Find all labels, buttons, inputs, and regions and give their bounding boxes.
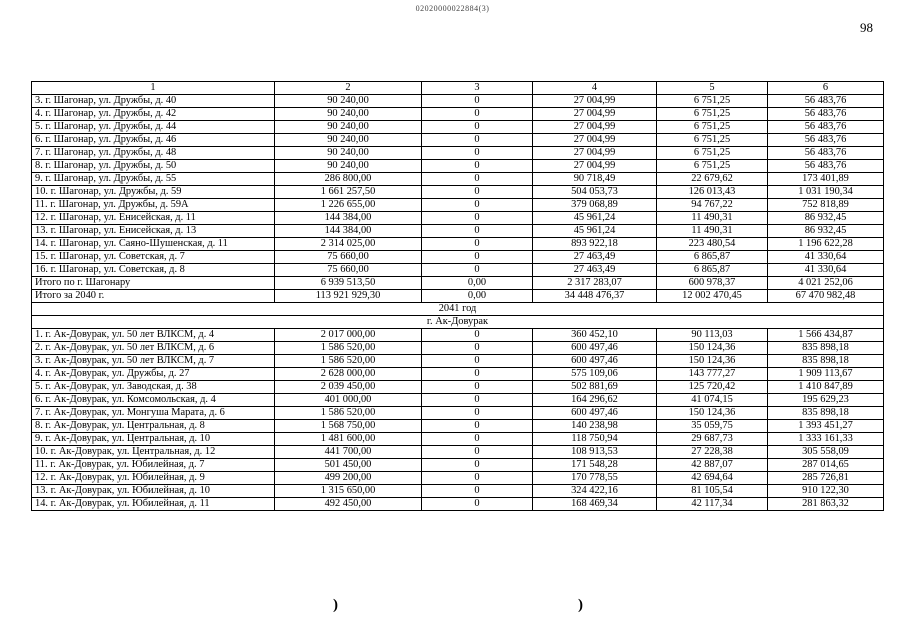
value-cell: 0 [422,407,533,420]
value-cell: 11 490,31 [657,212,768,225]
value-cell: 0 [422,498,533,511]
value-cell: 75 660,00 [275,264,422,277]
value-cell: 11 490,31 [657,225,768,238]
address-cell: 6. г. Ак-Довурак, ул. Комсомольская, д. 4 [32,394,275,407]
address-cell: 7. г. Шагонар, ул. Дружбы, д. 48 [32,147,275,160]
city-row [32,316,884,329]
value-cell: 502 881,69 [533,381,657,394]
value-cell: 27 004,99 [533,121,657,134]
column-header: 3 [422,82,533,95]
value-cell: 287 014,65 [768,459,884,472]
value-cell: 6 939 513,50 [275,277,422,290]
address-cell: 14. г. Ак-Довурак, ул. Юбилейная, д. 11 [32,498,275,511]
value-cell: 0 [422,264,533,277]
table-row [32,134,884,147]
value-cell: 1 661 257,50 [275,186,422,199]
value-cell: 0 [422,381,533,394]
value-cell: 6 751,25 [657,147,768,160]
value-cell: 1 031 190,34 [768,186,884,199]
value-cell: 0 [422,355,533,368]
value-cell: 305 558,09 [768,446,884,459]
address-cell: Итого по г. Шагонару [32,277,275,290]
value-cell: 499 200,00 [275,472,422,485]
value-cell: 168 469,34 [533,498,657,511]
value-cell: 0 [422,225,533,238]
value-cell: 2 039 450,00 [275,381,422,394]
value-cell: 0 [422,433,533,446]
value-cell: 56 483,76 [768,147,884,160]
table-row [32,160,884,173]
value-cell: 286 800,00 [275,173,422,186]
table-row [32,251,884,264]
table-header-row [32,82,884,95]
address-cell: 1. г. Ак-Довурак, ул. 50 лет ВЛКСМ, д. 4 [32,329,275,342]
value-cell: 0 [422,394,533,407]
value-cell: 0 [422,95,533,108]
value-cell: 0 [422,238,533,251]
value-cell: 441 700,00 [275,446,422,459]
value-cell: 144 384,00 [275,212,422,225]
value-cell: 0 [422,199,533,212]
address-cell: 5. г. Ак-Довурак, ул. Заводская, д. 38 [32,381,275,394]
value-cell: 42 117,34 [657,498,768,511]
table-row [32,485,884,498]
value-cell: 6 865,87 [657,251,768,264]
value-cell: 42 694,64 [657,472,768,485]
value-cell: 90 240,00 [275,121,422,134]
value-cell: 1 586 520,00 [275,407,422,420]
column-header: 2 [275,82,422,95]
table-row [32,459,884,472]
table-row [32,329,884,342]
value-cell: 285 726,81 [768,472,884,485]
value-cell: 12 002 470,45 [657,290,768,303]
address-cell: 8. г. Шагонар, ул. Дружбы, д. 50 [32,160,275,173]
value-cell: 1 333 161,33 [768,433,884,446]
value-cell: 90 240,00 [275,147,422,160]
value-cell: 34 448 476,37 [533,290,657,303]
table-row [32,212,884,225]
address-cell: 2. г. Ак-Довурак, ул. 50 лет ВЛКСМ, д. 6 [32,342,275,355]
address-cell: 10. г. Ак-Довурак, ул. Центральная, д. 12 [32,446,275,459]
address-cell: 8. г. Ак-Довурак, ул. Центральная, д. 8 [32,420,275,433]
value-cell: 42 887,07 [657,459,768,472]
value-cell: 0 [422,212,533,225]
table-row [32,199,884,212]
column-header: 1 [32,82,275,95]
value-cell: 575 109,06 [533,368,657,381]
value-cell: 1 393 451,27 [768,420,884,433]
value-cell: 56 483,76 [768,121,884,134]
value-cell: 171 548,28 [533,459,657,472]
table-row [32,498,884,511]
value-cell: 0 [422,446,533,459]
value-cell: 56 483,76 [768,134,884,147]
table-row [32,355,884,368]
value-cell: 6 751,25 [657,121,768,134]
address-cell: 11. г. Ак-Довурак, ул. Юбилейная, д. 7 [32,459,275,472]
data-table [31,81,884,511]
value-cell: 0 [422,251,533,264]
value-cell: 1 410 847,89 [768,381,884,394]
value-cell: 22 679,62 [657,173,768,186]
value-cell: 27 463,49 [533,264,657,277]
address-cell: 7. г. Ак-Довурак, ул. Монгуша Марата, д. 6 [32,407,275,420]
column-header: 5 [657,82,768,95]
value-cell: 56 483,76 [768,160,884,173]
table-row [32,433,884,446]
table-row [32,121,884,134]
value-cell: 2 314 025,00 [275,238,422,251]
value-cell: 173 401,89 [768,173,884,186]
value-cell: 6 751,25 [657,160,768,173]
value-cell: 150 124,36 [657,407,768,420]
table-row [32,381,884,394]
table-row [32,420,884,433]
value-cell: 0 [422,121,533,134]
value-cell: 90 113,03 [657,329,768,342]
value-cell: 2 628 000,00 [275,368,422,381]
table-row [32,238,884,251]
address-cell: 13. г. Ак-Довурак, ул. Юбилейная, д. 10 [32,485,275,498]
value-cell: 893 922,18 [533,238,657,251]
value-cell: 600 497,46 [533,407,657,420]
value-cell: 195 629,23 [768,394,884,407]
value-cell: 1 196 622,28 [768,238,884,251]
value-cell: 170 778,55 [533,472,657,485]
value-cell: 835 898,18 [768,407,884,420]
value-cell: 600 497,46 [533,342,657,355]
handwritten-mark-left: ) [333,597,338,613]
value-cell: 86 932,45 [768,225,884,238]
table-row [32,264,884,277]
value-cell: 0 [422,108,533,121]
value-cell: 86 932,45 [768,212,884,225]
value-cell: 143 777,27 [657,368,768,381]
column-header: 6 [768,82,884,95]
page-number: 98 [860,20,873,35]
table-row [32,186,884,199]
value-cell: 223 480,54 [657,238,768,251]
value-cell: 752 818,89 [768,199,884,212]
table-row [32,225,884,238]
value-cell: 1 566 434,87 [768,329,884,342]
value-cell: 0 [422,342,533,355]
value-cell: 90 240,00 [275,95,422,108]
address-cell: 9. г. Ак-Довурак, ул. Центральная, д. 10 [32,433,275,446]
value-cell: 90 240,00 [275,160,422,173]
value-cell: 0 [422,134,533,147]
value-cell: 0 [422,329,533,342]
value-cell: 1 481 600,00 [275,433,422,446]
value-cell: 600 978,37 [657,277,768,290]
value-cell: 1 315 650,00 [275,485,422,498]
value-cell: 0 [422,160,533,173]
address-cell: 12. г. Ак-Довурак, ул. Юбилейная, д. 9 [32,472,275,485]
value-cell: 492 450,00 [275,498,422,511]
value-cell: 600 497,46 [533,355,657,368]
address-cell: 15. г. Шагонар, ул. Советская, д. 7 [32,251,275,264]
value-cell: 1 586 520,00 [275,342,422,355]
value-cell: 75 660,00 [275,251,422,264]
value-cell: 0 [422,485,533,498]
value-cell: 35 059,75 [657,420,768,433]
value-cell: 67 470 982,48 [768,290,884,303]
value-cell: 45 961,24 [533,225,657,238]
address-cell: 3. г. Ак-Довурак, ул. 50 лет ВЛКСМ, д. 7 [32,355,275,368]
value-cell: 6 751,25 [657,134,768,147]
value-cell: 6 751,25 [657,95,768,108]
value-cell: 140 238,98 [533,420,657,433]
value-cell: 0 [422,472,533,485]
table-row [32,95,884,108]
value-cell: 0,00 [422,290,533,303]
city-label: г. Ак-Довурак [32,316,884,329]
value-cell: 27 004,99 [533,160,657,173]
value-cell: 29 687,73 [657,433,768,446]
value-cell: 125 720,42 [657,381,768,394]
address-cell: 9. г. Шагонар, ул. Дружбы, д. 55 [32,173,275,186]
value-cell: 150 124,36 [657,342,768,355]
handwritten-mark-right: ) [578,597,583,613]
table-row [32,472,884,485]
address-cell: 4. г. Ак-Довурак, ул. Дружбы, д. 27 [32,368,275,381]
value-cell: 0,00 [422,277,533,290]
table-row [32,290,884,303]
address-cell: 12. г. Шагонар, ул. Енисейская, д. 11 [32,212,275,225]
address-cell: 11. г. Шагонар, ул. Дружбы, д. 59А [32,199,275,212]
value-cell: 164 296,62 [533,394,657,407]
table-row [32,108,884,121]
value-cell: 401 000,00 [275,394,422,407]
value-cell: 4 021 252,06 [768,277,884,290]
year-label: 2041 год [32,303,884,316]
value-cell: 835 898,18 [768,342,884,355]
value-cell: 1 226 655,00 [275,199,422,212]
value-cell: 56 483,76 [768,108,884,121]
value-cell: 504 053,73 [533,186,657,199]
value-cell: 6 865,87 [657,264,768,277]
value-cell: 2 017 000,00 [275,329,422,342]
value-cell: 27 004,99 [533,147,657,160]
value-cell: 27 463,49 [533,251,657,264]
value-cell: 501 450,00 [275,459,422,472]
value-cell: 81 105,54 [657,485,768,498]
value-cell: 150 124,36 [657,355,768,368]
value-cell: 281 863,32 [768,498,884,511]
value-cell: 90 240,00 [275,134,422,147]
document-code: 02020000022884(3) [415,4,490,13]
value-cell: 27 004,99 [533,95,657,108]
table-body-2040 [32,82,884,303]
value-cell: 1 568 750,00 [275,420,422,433]
address-cell: 3. г. Шагонар, ул. Дружбы, д. 40 [32,95,275,108]
address-cell: Итого за 2040 г. [32,290,275,303]
table-row [32,173,884,186]
address-cell: 5. г. Шагонар, ул. Дружбы, д. 44 [32,121,275,134]
table-row [32,342,884,355]
section-header [32,303,884,329]
address-cell: 13. г. Шагонар, ул. Енисейская, д. 13 [32,225,275,238]
value-cell: 324 422,16 [533,485,657,498]
value-cell: 90 718,49 [533,173,657,186]
value-cell: 6 751,25 [657,108,768,121]
table-row [32,368,884,381]
value-cell: 2 317 283,07 [533,277,657,290]
value-cell: 0 [422,173,533,186]
value-cell: 41 330,64 [768,264,884,277]
value-cell: 41 330,64 [768,251,884,264]
table-row [32,277,884,290]
value-cell: 835 898,18 [768,355,884,368]
value-cell: 126 013,43 [657,186,768,199]
value-cell: 56 483,76 [768,95,884,108]
value-cell: 0 [422,186,533,199]
value-cell: 360 452,10 [533,329,657,342]
year-row [32,303,884,316]
value-cell: 27 004,99 [533,134,657,147]
value-cell: 1 586 520,00 [275,355,422,368]
address-cell: 14. г. Шагонар, ул. Саяно-Шушенская, д. 11 [32,238,275,251]
value-cell: 0 [422,147,533,160]
value-cell: 379 068,89 [533,199,657,212]
value-cell: 118 750,94 [533,433,657,446]
value-cell: 0 [422,459,533,472]
table-row [32,394,884,407]
value-cell: 0 [422,368,533,381]
table-body-2041 [32,329,884,511]
value-cell: 41 074,15 [657,394,768,407]
column-header: 4 [533,82,657,95]
value-cell: 910 122,30 [768,485,884,498]
address-cell: 4. г. Шагонар, ул. Дружбы, д. 42 [32,108,275,121]
value-cell: 90 240,00 [275,108,422,121]
table-row [32,147,884,160]
value-cell: 1 909 113,67 [768,368,884,381]
table-row [32,407,884,420]
address-cell: 16. г. Шагонар, ул. Советская, д. 8 [32,264,275,277]
value-cell: 45 961,24 [533,212,657,225]
value-cell: 0 [422,420,533,433]
value-cell: 27 228,38 [657,446,768,459]
value-cell: 144 384,00 [275,225,422,238]
address-cell: 6. г. Шагонар, ул. Дружбы, д. 46 [32,134,275,147]
value-cell: 108 913,53 [533,446,657,459]
table-row [32,446,884,459]
value-cell: 113 921 929,30 [275,290,422,303]
value-cell: 27 004,99 [533,108,657,121]
value-cell: 94 767,22 [657,199,768,212]
address-cell: 10. г. Шагонар, ул. Дружбы, д. 59 [32,186,275,199]
